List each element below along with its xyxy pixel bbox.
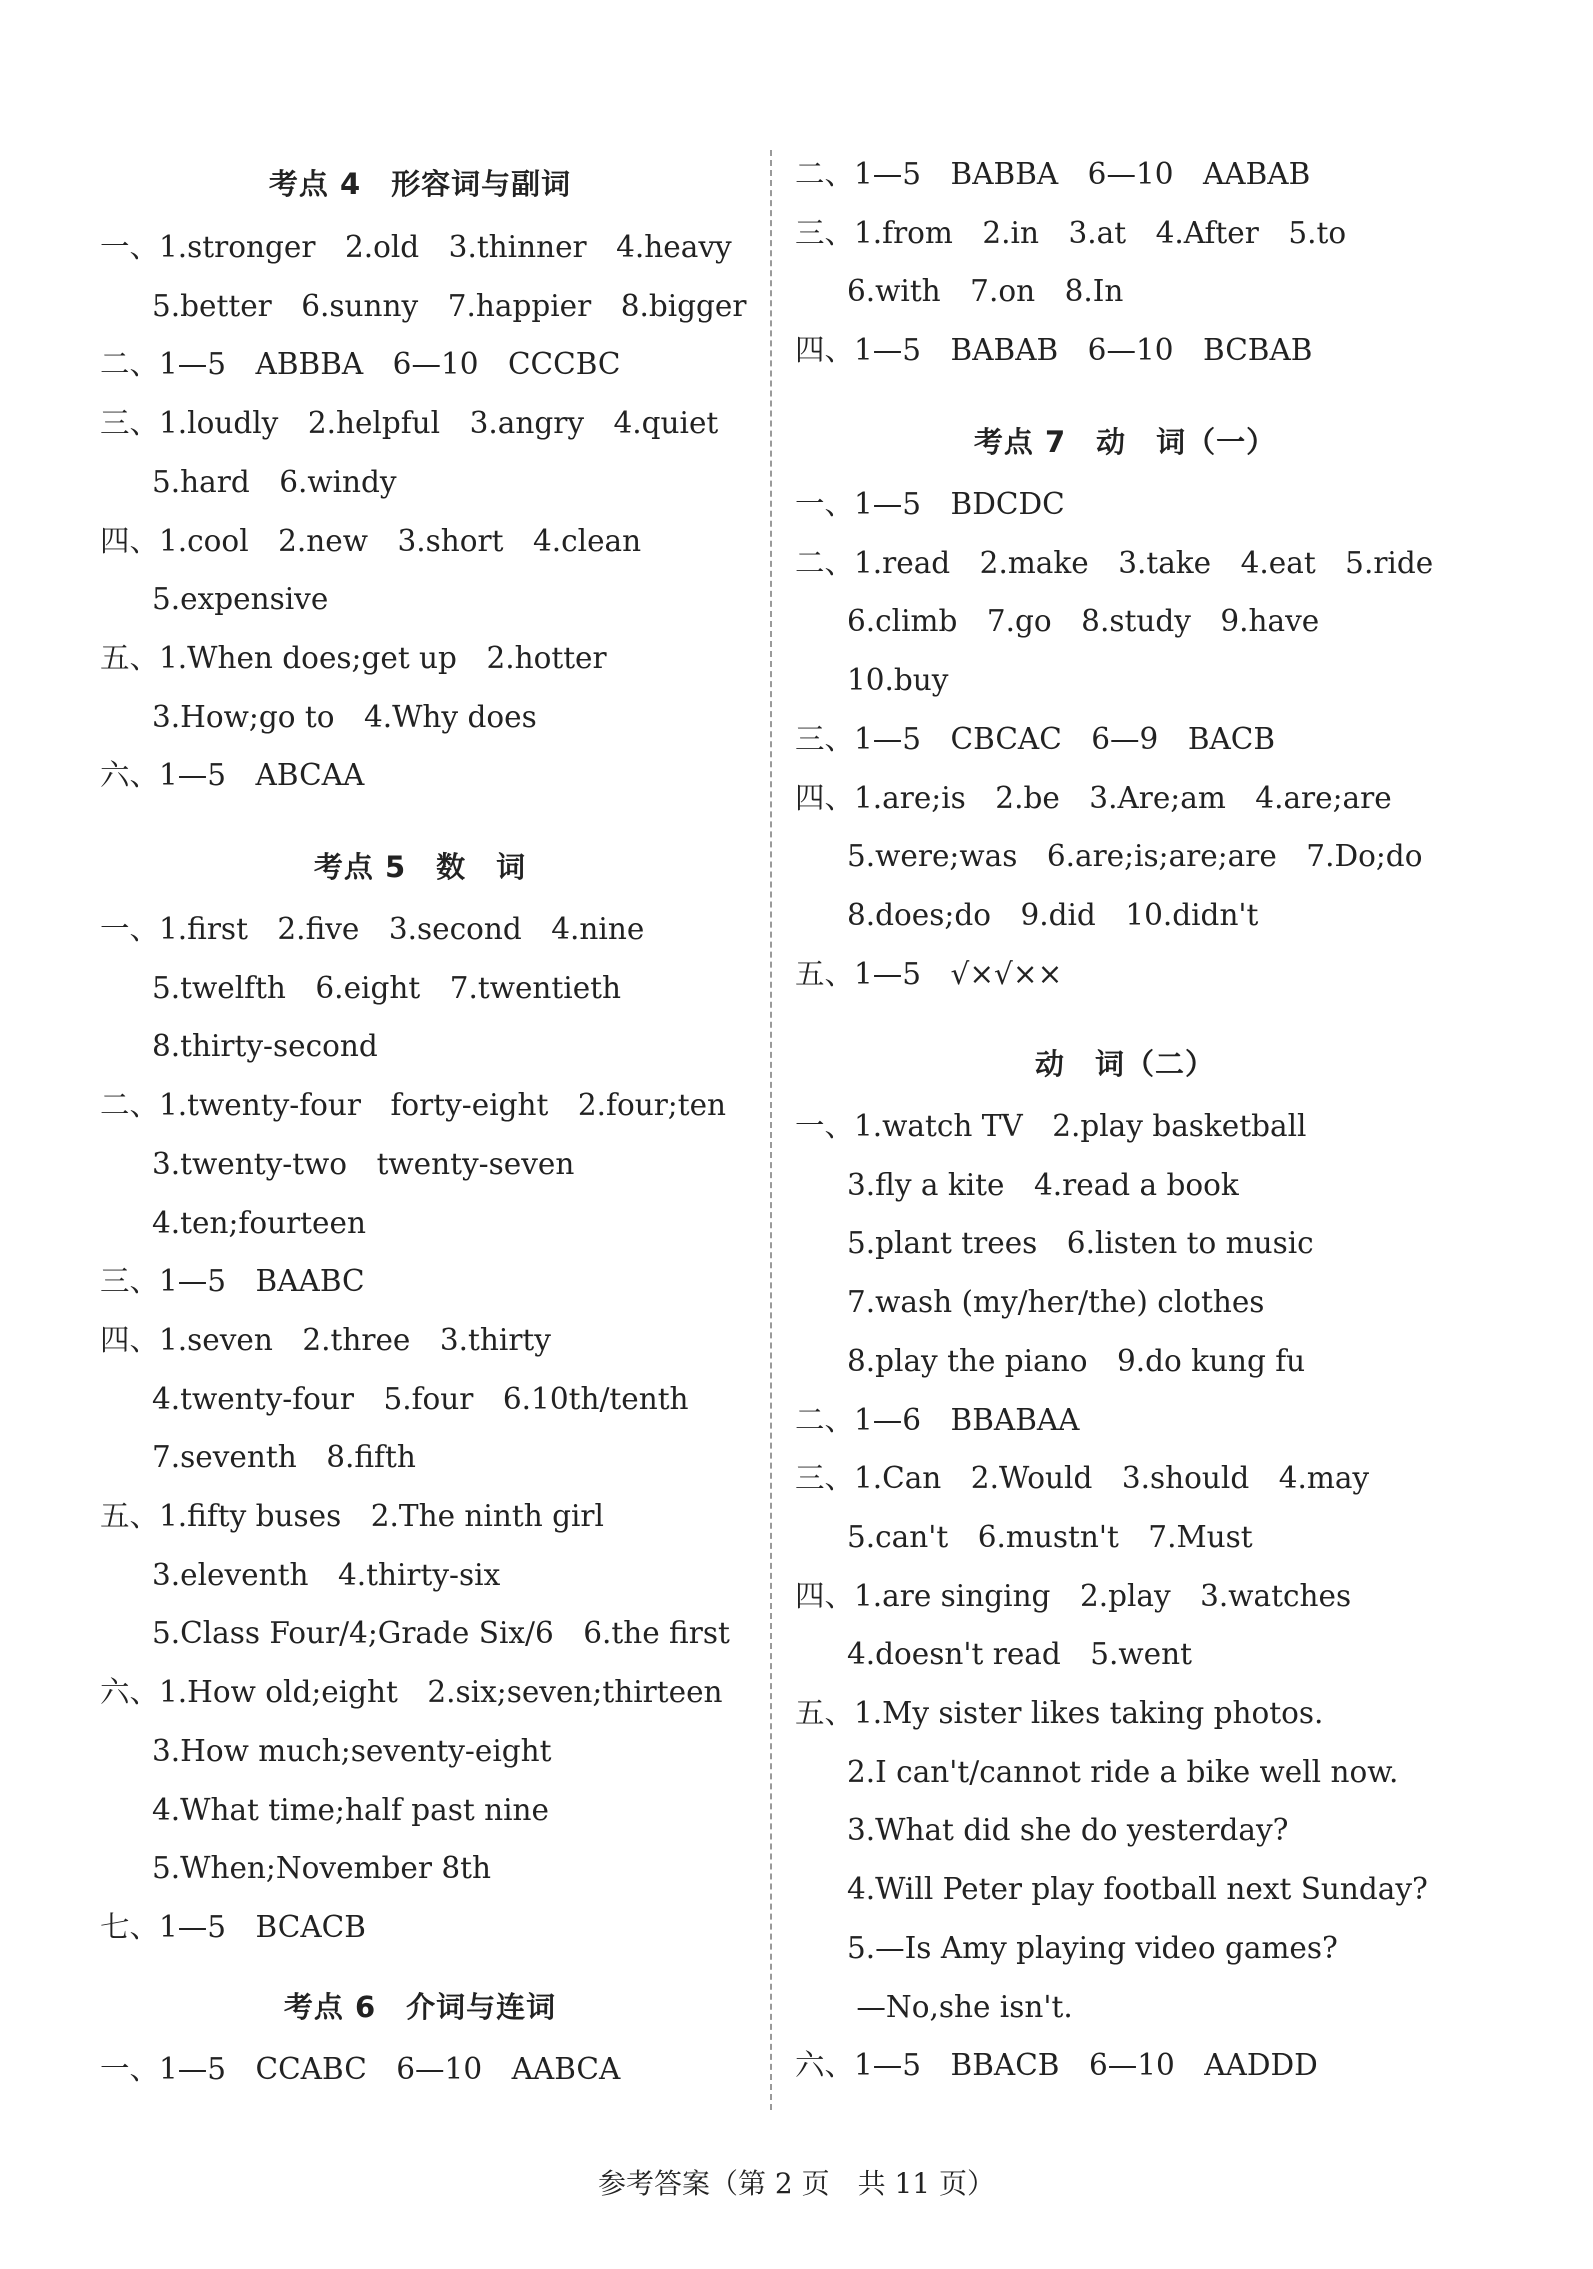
answer-line: 5.expensive	[152, 582, 329, 617]
answer-line: 8.thirty-second	[152, 1029, 378, 1064]
answer-line: 二、1—6 BBABAA	[795, 1402, 1080, 1437]
answer-line: 六、1.How old;eight 2.six;seven;thirteen	[100, 1675, 723, 1710]
answer-line: 3.twenty-two twenty-seven	[152, 1146, 575, 1181]
answer-line: 5.—Is Amy playing video games?	[847, 1930, 1338, 1965]
answer-line: 五、1.My sister likes taking photos.	[795, 1696, 1324, 1730]
answer-line: 2.I can't/cannot ride a bike well now.	[847, 1754, 1399, 1789]
answer-line: 6.with 7.on 8.In	[847, 274, 1124, 309]
answer-line: 六、1—5 ABCAA	[100, 758, 365, 793]
answer-line: 7.wash (my/her/the) clothes	[847, 1285, 1265, 1320]
answer-line: 三、1.Can 2.Would 3.should 4.may	[795, 1461, 1370, 1496]
answer-line: 8.play the piano 9.do kung fu	[847, 1343, 1306, 1378]
answer-line: 一、1.watch TV 2.play basketball	[795, 1109, 1307, 1143]
answer-line: 4.What time;half past nine	[152, 1792, 549, 1827]
answer-line: 3.fly a kite 4.read a book	[847, 1167, 1239, 1202]
answer-line: 3.What did she do yesterday?	[847, 1813, 1289, 1848]
section-heading: 考点 7 动 词（一）	[973, 425, 1277, 459]
answer-line: 5.better 6.sunny 7.happier 8.bigger	[152, 288, 747, 323]
answer-line: 六、1—5 BBACB 6—10 AADDD	[795, 2048, 1318, 2083]
section-heading: 考点 6 介词与连词	[283, 1990, 557, 2024]
answer-line: 6.climb 7.go 8.study 9.have	[847, 604, 1320, 639]
answer-line: 三、1.loudly 2.helpful 3.angry 4.quiet	[100, 406, 719, 441]
answer-line: 四、1.cool 2.new 3.short 4.clean	[100, 523, 642, 558]
answer-line: 二、1.twenty-four forty-eight 2.four;ten	[100, 1088, 727, 1123]
answer-line: 一、1.stronger 2.old 3.thinner 4.heavy	[100, 230, 732, 264]
answer-line: 五、1.fifty buses 2.The ninth girl	[100, 1499, 604, 1533]
answer-line: 5.were;was 6.are;is;are;are 7.Do;do	[847, 839, 1423, 874]
answer-line: 一、1.first 2.five 3.second 4.nine	[100, 912, 645, 946]
answer-line: 4.ten;fourteen	[152, 1205, 366, 1240]
answer-line: —No,she isn't.	[847, 1989, 1073, 2024]
answer-line: 5.twelfth 6.eight 7.twentieth	[152, 970, 622, 1005]
answer-line: 10.buy	[847, 663, 949, 698]
answer-line: 5.hard 6.windy	[152, 464, 397, 499]
answer-line: 四、1.seven 2.three 3.thirty	[100, 1322, 551, 1357]
answer-line: 三、1.from 2.in 3.at 4.After 5.to	[795, 215, 1347, 250]
answer-line: 5.can't 6.mustn't 7.Must	[847, 1519, 1253, 1554]
answer-line: 7.seventh 8.fifth	[152, 1440, 416, 1475]
answer-line: 三、1—5 BAABC	[100, 1264, 365, 1299]
answer-line: 3.How much;seventy-eight	[152, 1733, 552, 1768]
answer-line: 四、1.are;is 2.be 3.Are;am 4.are;are	[795, 780, 1392, 815]
answer-line: 二、1.read 2.make 3.take 4.eat 5.ride	[795, 545, 1434, 580]
answer-line: 三、1—5 CBCAC 6—9 BACB	[795, 721, 1276, 756]
answer-line: 一、1—5 CCABC 6—10 AABCA	[100, 2052, 621, 2086]
answer-line: 二、1—5 BABBA 6—10 AABAB	[795, 157, 1311, 191]
answer-line: 五、1.When does;get up 2.hotter	[100, 640, 607, 675]
answer-line: 4.doesn't read 5.went	[847, 1637, 1192, 1672]
answer-line: 四、1—5 BABAB 6—10 BCBAB	[795, 333, 1313, 368]
section-heading: 考点 4 形容词与副词	[268, 167, 572, 201]
answer-line: 七、1—5 BCACB	[100, 1909, 366, 1944]
section-heading: 考点 5 数 词	[313, 850, 527, 884]
answer-line: 二、1—5 ABBBA 6—10 CCCBC	[100, 347, 621, 382]
section-heading: 动 词（二）	[1034, 1047, 1215, 1081]
answer-line: 8.does;do 9.did 10.didn't	[847, 897, 1259, 932]
answer-line: 3.How;go to 4.Why does	[152, 699, 537, 734]
answer-line: 4.Will Peter play football next Sunday?	[847, 1872, 1428, 1907]
answer-line: 5.Class Four/4;Grade Six/6 6.the first	[152, 1616, 730, 1651]
answer-line: 4.twenty-four 5.four 6.10th/tenth	[152, 1381, 689, 1416]
answer-line: 四、1.are singing 2.play 3.watches	[795, 1578, 1352, 1613]
answer-line: 一、1—5 BDCDC	[795, 487, 1065, 521]
column-divider	[770, 150, 772, 2110]
answer-line: 5.plant trees 6.listen to music	[847, 1226, 1314, 1261]
page-footer: 参考答案（第 2 页 共 11 页）	[597, 2167, 996, 2200]
answer-line: 五、1—5 √×√××	[795, 956, 1063, 991]
answer-line: 3.eleventh 4.thirty-six	[152, 1557, 501, 1592]
answer-line: 5.When;November 8th	[152, 1851, 491, 1886]
